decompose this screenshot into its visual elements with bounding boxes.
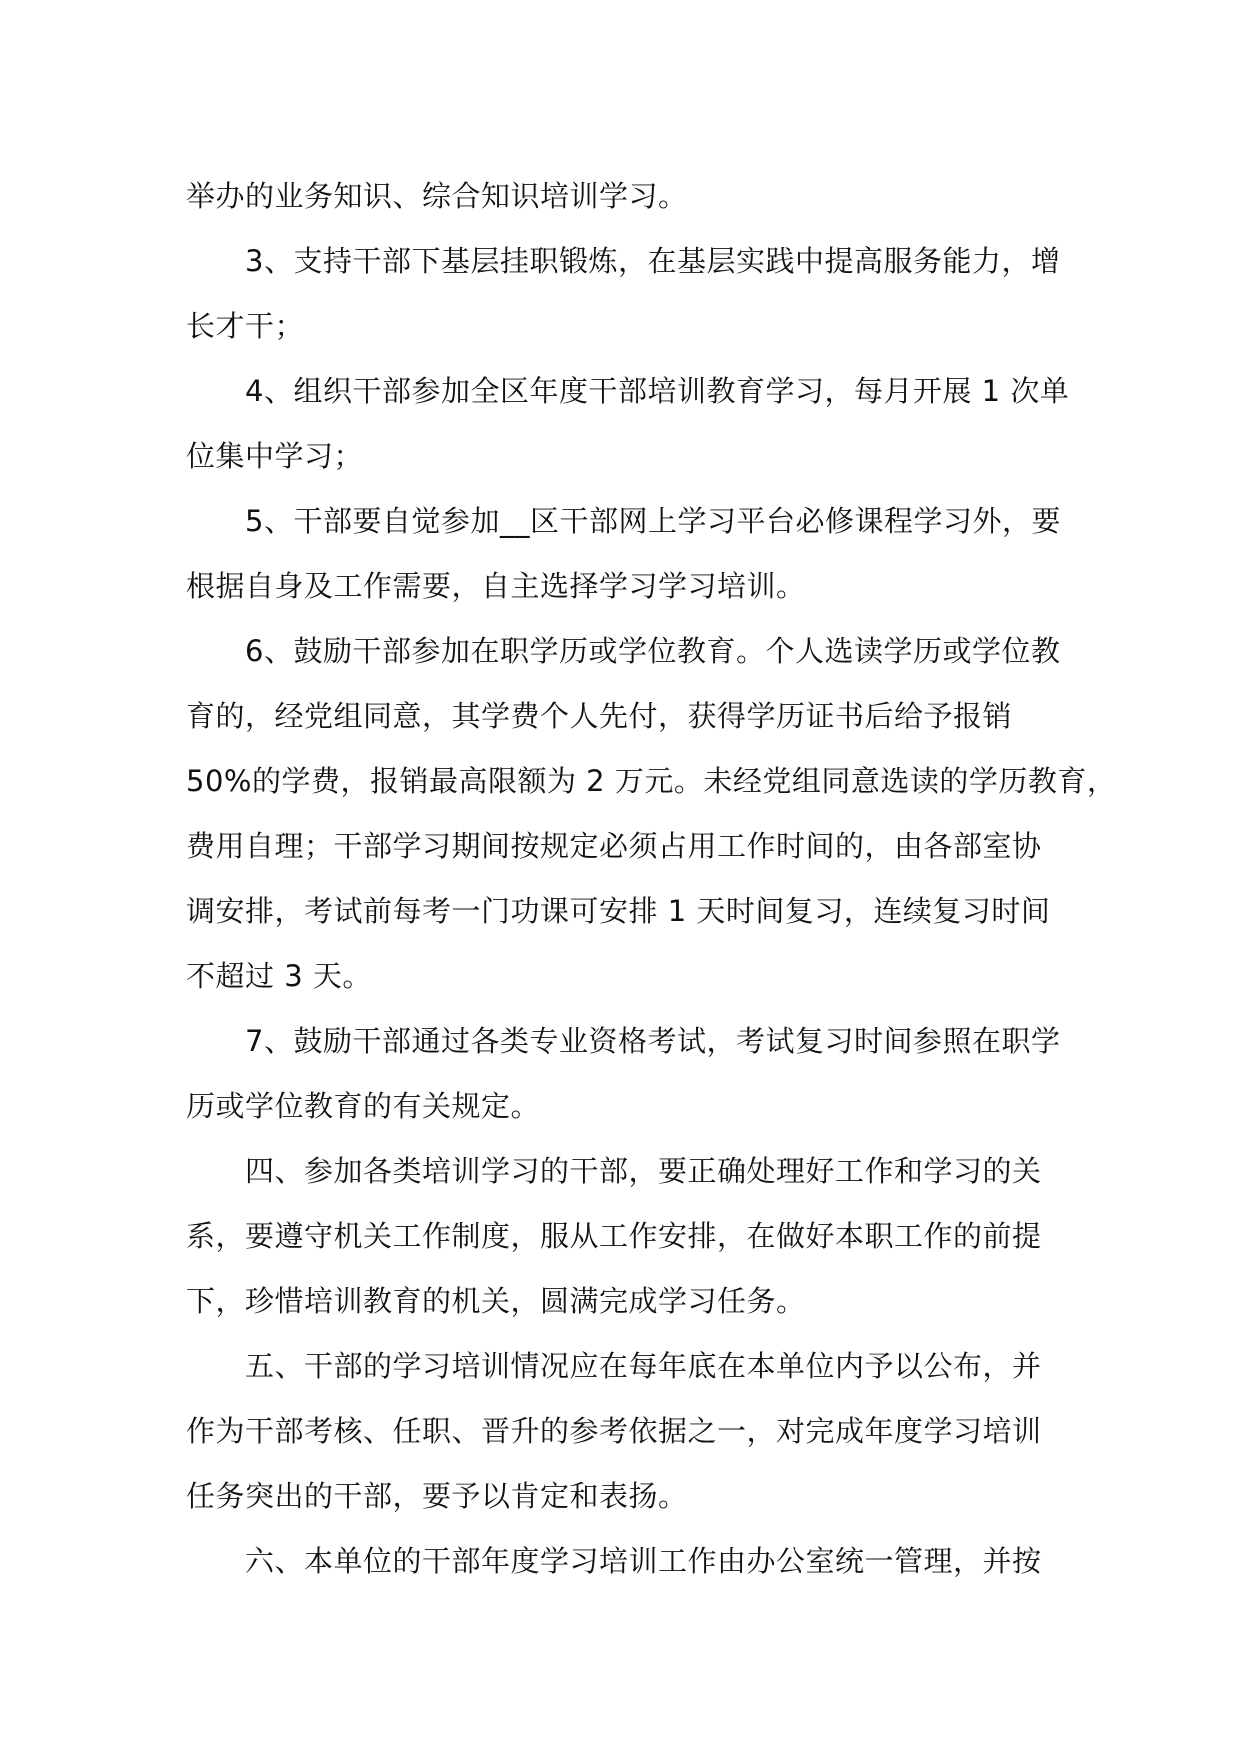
text-line: 任务突出的干部，要予以肯定和表扬。 (186, 1479, 688, 1513)
text-line: 历或学位教育的有关规定。 (186, 1089, 541, 1123)
text-line: 长才干； (186, 309, 305, 343)
text-line: 4、组织干部参加全区年度干部培训教育学习，每月开展 1 次单 (245, 374, 1070, 408)
text-line: 根据自身及工作需要，自主选择学习学习培训。 (186, 569, 806, 603)
text-line: 3、支持干部下基层挂职锻炼，在基层实践中提高服务能力，增 (245, 244, 1061, 278)
text-line: 5、干部要自觉参加__区干部网上学习平台必修课程学习外，要 (245, 504, 1061, 538)
text-line: 举办的业务知识、综合知识培训学习。 (186, 179, 688, 213)
text-line: 不超过 3 天。 (186, 959, 372, 993)
text-line: 四、参加各类培训学习的干部，要正确处理好工作和学习的关 (245, 1154, 1042, 1188)
text-line: 五、干部的学习培训情况应在每年底在本单位内予以公布，并 (245, 1349, 1042, 1383)
text-line: 位集中学习； (186, 439, 364, 473)
text-line: 系，要遵守机关工作制度，服从工作安排，在做好本职工作的前提 (186, 1219, 1042, 1253)
text-line: 作为干部考核、任职、晋升的参考依据之一，对完成年度学习培训 (186, 1414, 1042, 1448)
text-line: 费用自理；干部学习期间按规定必须占用工作时间的，由各部室协 (186, 829, 1042, 863)
text-line: 6、鼓励干部参加在职学历或学位教育。个人选读学历或学位教 (245, 634, 1061, 668)
text-line: 育的，经党组同意，其学费个人先付，获得学历证书后给予报销 (186, 699, 1013, 733)
text-line: 下，珍惜培训教育的机关，圆满完成学习任务。 (186, 1284, 806, 1318)
text-line: 7、鼓励干部通过各类专业资格考试，考试复习时间参照在职学 (245, 1024, 1061, 1058)
text-line: 调安排，考试前每考一门功课可安排 1 天时间复习，连续复习时间 (186, 894, 1051, 928)
text-line: 50%的学费，报销最高限额为 2 万元。未经党组同意选读的学历教育， (186, 764, 1117, 798)
text-line: 六、本单位的干部年度学习培训工作由办公室统一管理，并按 (245, 1544, 1042, 1578)
